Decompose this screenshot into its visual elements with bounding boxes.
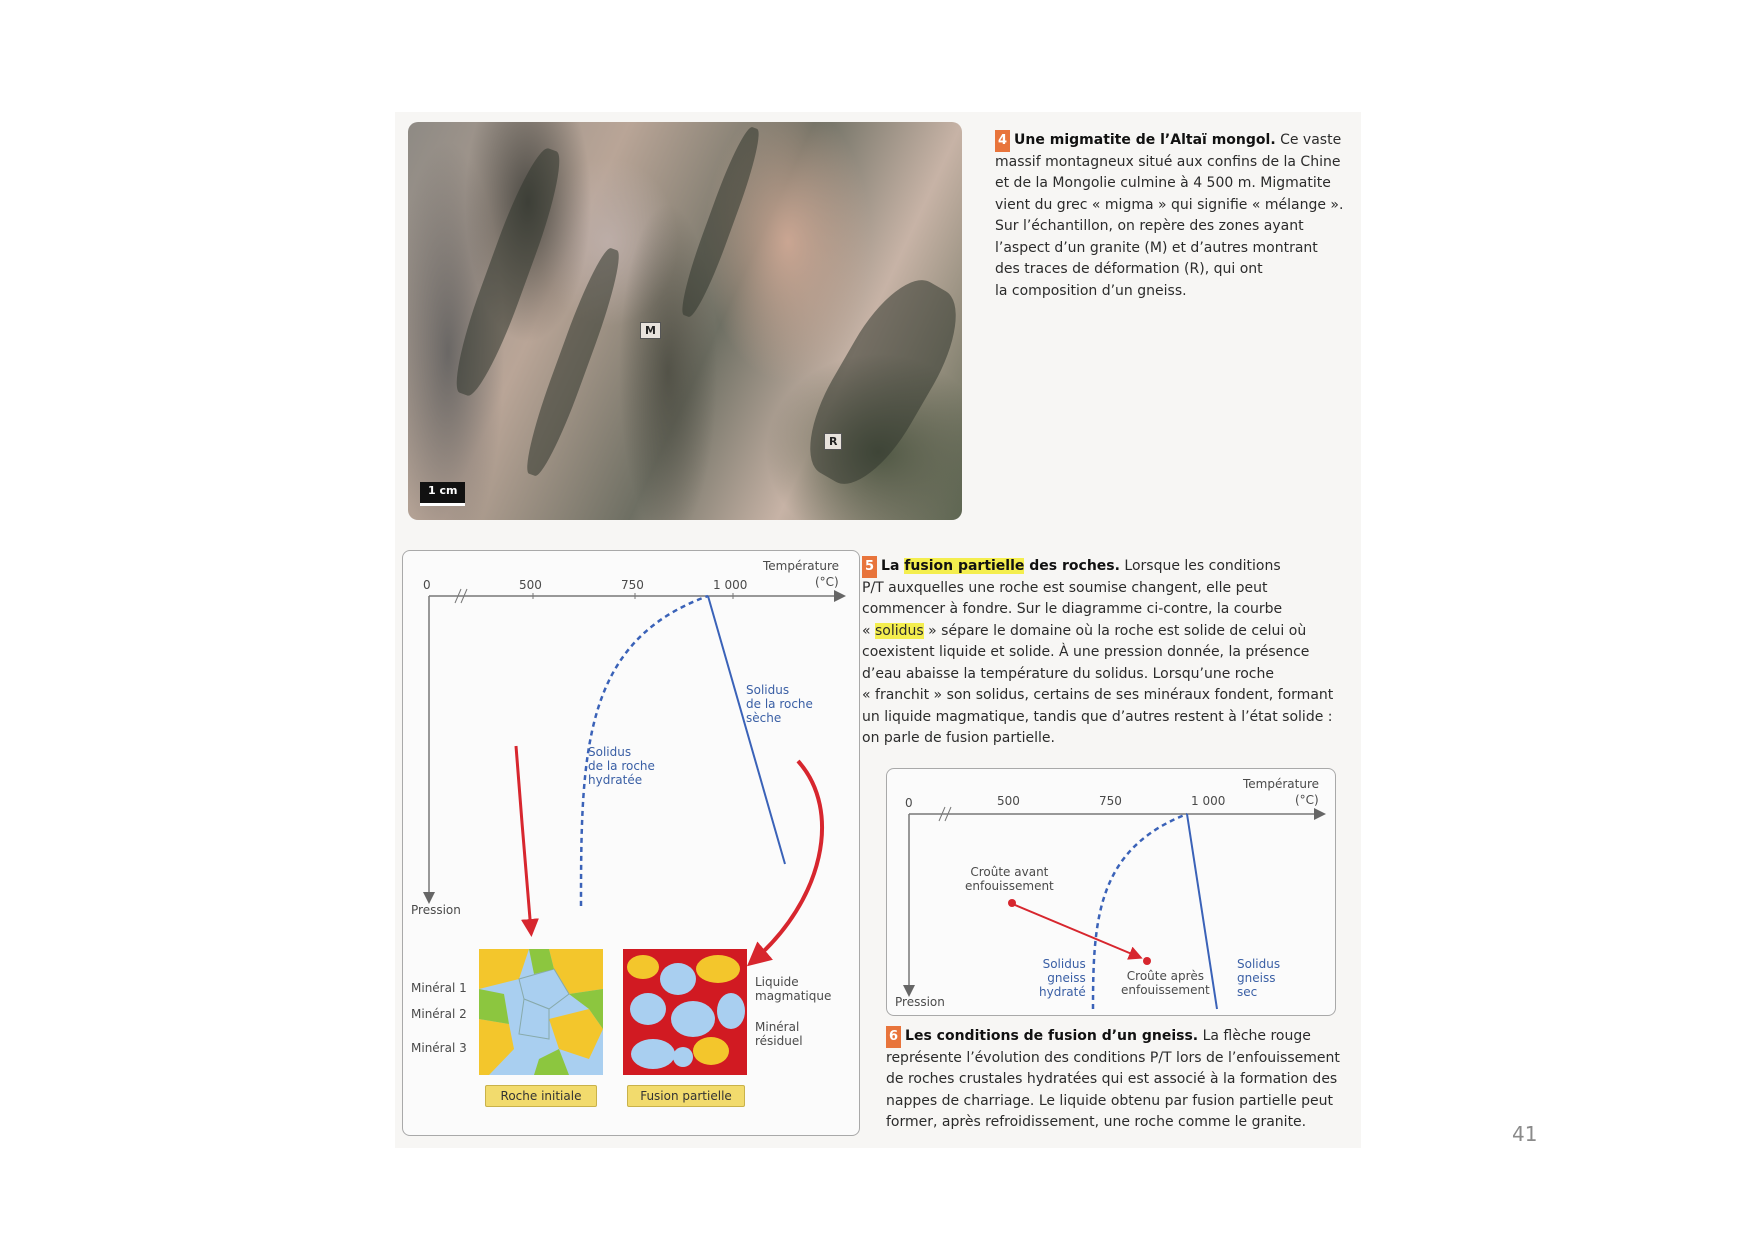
tick-1000: 1 000 xyxy=(1191,794,1226,808)
doc5-line-pre: « xyxy=(862,622,876,639)
doc5-line: Lorsque les conditions xyxy=(1124,558,1281,574)
doc4-title: Une migmatite de l’Altaï mongol. xyxy=(1014,132,1276,148)
roche-initiale-diagram xyxy=(479,949,603,1075)
before-label: Croûte avant enfouissement xyxy=(965,865,1054,893)
doc5-diagram-panel xyxy=(402,550,860,1136)
doc5-title-pre: La xyxy=(881,558,905,574)
doc5-line-post: » sépare le domaine où la roche est solide de celui où xyxy=(923,622,1307,639)
doc6-line: La flèche rouge xyxy=(1202,1028,1311,1044)
axis-temperature-label: Température xyxy=(1243,777,1320,791)
doc5-caption xyxy=(862,556,1352,750)
solidus-highlight: solidus xyxy=(875,622,924,639)
fusion-partielle-tag: Fusion partielle xyxy=(627,1085,745,1107)
residual-label: Minéral résiduel xyxy=(755,1020,803,1048)
mineral-1-label: Minéral 1 xyxy=(411,981,467,995)
doc4-line: des traces de déformation (R), qui ont xyxy=(995,261,1263,277)
photo-label-r: R xyxy=(824,433,842,450)
doc6-line: de roches crustales hydratées qui est associé à la formation des xyxy=(886,1071,1338,1087)
doc4-line: Sur l’échantillon, on repère des zones ayant xyxy=(995,218,1304,234)
doc6-line: former, après refroidissement, une roche comme le granite. xyxy=(886,1114,1307,1130)
fusion-partielle-diagram xyxy=(623,949,747,1075)
doc6-diagram-panel xyxy=(886,768,1336,1016)
doc6-line: représente l’évolution des conditions P/T lors de l’enfouissement xyxy=(886,1049,1340,1066)
burial-arrow xyxy=(1015,905,1139,957)
tick-500: 500 xyxy=(997,794,1020,808)
doc6-line: nappes de charriage. Le liquide obtenu par fusion partielle peut xyxy=(886,1092,1334,1109)
roche-initiale-tag: Roche initiale xyxy=(485,1085,597,1107)
axis-temperature-unit: (°C) xyxy=(1295,793,1319,807)
after-label: Croûte après enfouissement xyxy=(1121,969,1210,997)
doc4-line: Ce vaste xyxy=(1280,132,1342,148)
liquid-label: Liquide magmatique xyxy=(755,975,832,1003)
axis-pressure-label: Pression xyxy=(411,903,461,917)
doc4-line: et de la Mongolie culmine à 4 500 m. Migmatite xyxy=(995,175,1331,191)
doc5-line: P/T auxquelles une roche est soumise changent, elle peut xyxy=(862,579,1268,596)
doc5-line: d’eau abaisse la température du solidus. Lorsqu’une roche xyxy=(862,665,1274,682)
doc6-title: Les conditions de fusion d’un gneiss. xyxy=(905,1028,1199,1044)
axis-pressure-label: Pression xyxy=(895,995,945,1009)
solidus-dry-label: Solidus de la roche sèche xyxy=(746,683,813,725)
scale-bar: 1 cm xyxy=(420,482,465,506)
doc5-line: on parle de fusion partielle. xyxy=(862,730,1055,746)
doc5-title-post: des roches. xyxy=(1024,558,1120,574)
doc5-line: un liquide magmatique, tandis que d’autres restent à l’état solide : xyxy=(862,708,1333,725)
photo-label-m: M xyxy=(640,322,661,339)
solidus-dry-label: Solidus gneiss sec xyxy=(1237,957,1281,999)
doc4-caption xyxy=(995,130,1355,302)
doc5-number: 5 xyxy=(862,556,877,578)
tick-750: 750 xyxy=(621,578,644,592)
page-number: 41 xyxy=(1512,1122,1538,1146)
doc5-line: « franchit » son solidus, certains de ses minéraux fondent, formant xyxy=(862,687,1334,703)
red-arrow-initial xyxy=(516,746,531,931)
mineral-3-label: Minéral 3 xyxy=(411,1041,467,1055)
tick-1000: 1 000 xyxy=(713,578,748,592)
doc4-line: l’aspect d’un granite (M) et d’autres montrant xyxy=(995,239,1318,256)
doc6-number: 6 xyxy=(886,1026,901,1048)
axis-temperature-label: Température xyxy=(763,559,840,573)
tick-500: 500 xyxy=(519,578,542,592)
doc4-line: vient du grec « migma » qui signifie « mélange ». xyxy=(995,196,1344,213)
doc4-line: massif montagneux situé aux confins de la Chine xyxy=(995,153,1341,170)
solidus-dry-line xyxy=(708,596,785,864)
tick-750: 750 xyxy=(1099,794,1122,808)
migmatite-photo xyxy=(408,122,962,520)
doc4-number: 4 xyxy=(995,130,1010,152)
tick-0: 0 xyxy=(905,796,913,810)
solidus-hydrated-label: Solidus de la roche hydratée xyxy=(588,745,655,787)
doc5-title-highlight: fusion partielle xyxy=(904,558,1025,574)
doc5-line: commencer à fondre. Sur le diagramme ci-contre, la courbe xyxy=(862,601,1283,617)
tick-0: 0 xyxy=(423,578,431,592)
point-after xyxy=(1143,957,1151,965)
doc6-caption xyxy=(886,1026,1356,1134)
doc5-line: coexistent liquide et solide. À une pression donnée, la présence xyxy=(862,644,1310,660)
doc4-line: la composition d’un gneiss. xyxy=(995,282,1187,299)
solidus-hydrated-label: Solidus gneiss hydraté xyxy=(1039,957,1086,999)
mineral-2-label: Minéral 2 xyxy=(411,1007,467,1021)
axis-temperature-unit: (°C) xyxy=(815,575,839,589)
